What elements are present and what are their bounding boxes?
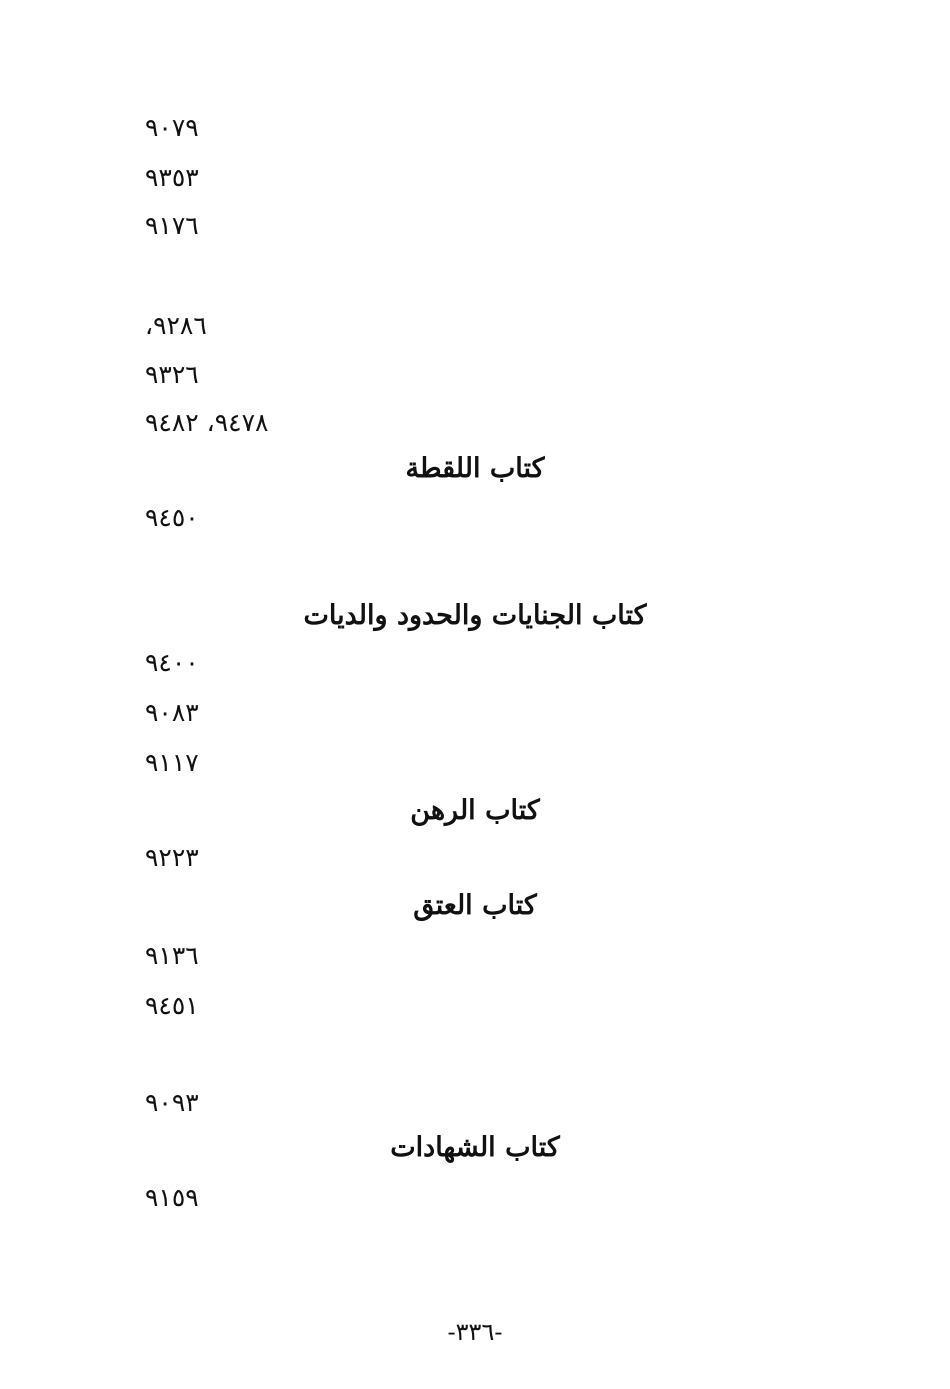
- page-number: -٣٣٦-: [447, 1318, 503, 1346]
- hadith-number: ٩٤٠٠: [145, 648, 199, 677]
- hadith-number: ٩١٥٩: [145, 1183, 199, 1212]
- hadith-number: ٩١٣٦: [145, 941, 199, 970]
- hadith-number: ٩١٧٦: [145, 211, 199, 240]
- hadith-number: ٩٢٨٦،: [145, 311, 207, 340]
- section-heading: كتاب اللقطة: [405, 453, 545, 484]
- hadith-number: ٩١١٧: [145, 748, 199, 777]
- hadith-number: ٩٠٧٩: [145, 113, 199, 142]
- hadith-number: ٩٣٢٦: [145, 360, 199, 389]
- hadith-number: ٩٠٩٣: [145, 1088, 199, 1117]
- hadith-number: ٩٤٧٨، ٩٤٨٢: [145, 408, 269, 437]
- section-heading: كتاب الجنايات والحدود والديات: [303, 600, 647, 631]
- hadith-number: ٩٠٨٣: [145, 698, 199, 727]
- section-heading: كتاب العتق: [413, 890, 537, 921]
- hadith-number: ٩٤٥١: [145, 991, 199, 1020]
- hadith-number: ٩٤٥٠: [145, 503, 199, 532]
- hadith-number: ٩٢٢٣: [145, 843, 199, 872]
- hadith-number: ٩٣٥٣: [145, 163, 199, 192]
- section-heading: كتاب الشهادات: [390, 1132, 560, 1163]
- section-heading: كتاب الرهن: [410, 795, 540, 826]
